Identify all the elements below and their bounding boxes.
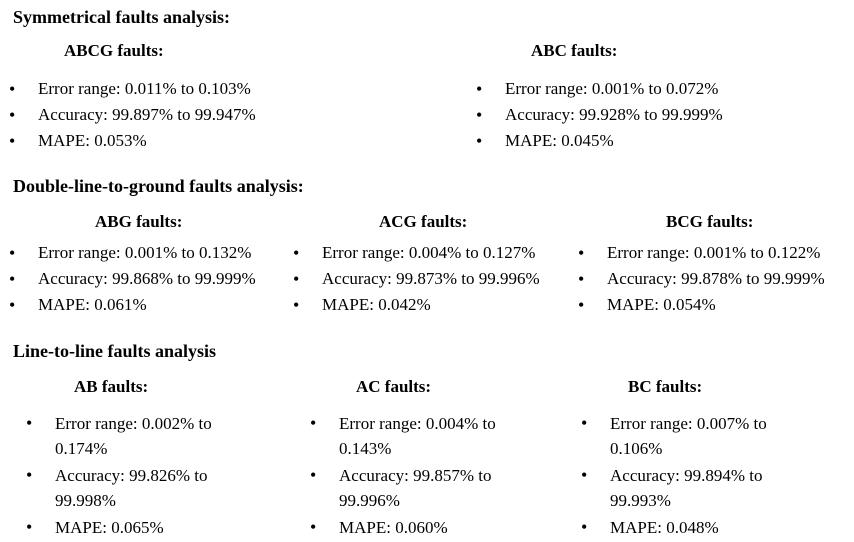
list-ab-faults bbox=[55, 411, 245, 542]
section-title-symmetrical: Symmetrical faults analysis: bbox=[13, 7, 230, 27]
list-item: • MAPE: 0.060% bbox=[339, 515, 529, 540]
list-acg-faults bbox=[322, 240, 540, 318]
list-item: • Error range: 0.001% to 0.132% bbox=[38, 240, 256, 266]
list-item: • Error range: 0.001% to 0.072% bbox=[505, 76, 723, 102]
list-bc-faults bbox=[610, 411, 800, 542]
list-item: • MAPE: 0.045% bbox=[505, 128, 723, 154]
list-item: • MAPE: 0.065% bbox=[55, 515, 245, 540]
list-item: • Error range: 0.011% to 0.103% bbox=[38, 76, 256, 102]
list-item: • Accuracy: 99.878% to 99.999% bbox=[607, 266, 825, 292]
heading-ac-faults: AC faults: bbox=[356, 377, 432, 396]
list-item: • Error range: 0.001% to 0.122% bbox=[607, 240, 825, 266]
list-item: • MAPE: 0.053% bbox=[38, 128, 256, 154]
list-item: • MAPE: 0.054% bbox=[607, 292, 825, 318]
list-item: • Accuracy: 99.873% to 99.996% bbox=[322, 266, 540, 292]
heading-bc-faults: BC faults: bbox=[628, 377, 703, 396]
list-item: • MAPE: 0.042% bbox=[322, 292, 540, 318]
list-item: • Accuracy: 99.928% to 99.999% bbox=[505, 102, 723, 128]
list-item: • Accuracy: 99.857% to 99.996% bbox=[339, 463, 529, 513]
list-abc-faults bbox=[505, 76, 723, 154]
heading-bcg-faults: BCG faults: bbox=[666, 212, 754, 231]
list-item: • Error range: 0.007% to 0.106% bbox=[610, 411, 800, 461]
section-title-double-line-to-ground: Double-line-to-ground faults analysis: bbox=[13, 176, 304, 196]
list-abcg-faults bbox=[38, 76, 256, 154]
list-item: • Accuracy: 99.868% to 99.999% bbox=[38, 266, 256, 292]
heading-abcg-faults: ABCG faults: bbox=[64, 41, 164, 60]
list-ac-faults bbox=[339, 411, 529, 542]
heading-abg-faults: ABG faults: bbox=[95, 212, 183, 231]
list-item: • MAPE: 0.061% bbox=[38, 292, 256, 318]
heading-ab-faults: AB faults: bbox=[74, 377, 149, 396]
list-item: • Error range: 0.004% to 0.127% bbox=[322, 240, 540, 266]
list-abg-faults bbox=[38, 240, 256, 318]
section-title-line-to-line: Line-to-line faults analysis bbox=[13, 341, 217, 361]
list-item: • Accuracy: 99.897% to 99.947% bbox=[38, 102, 256, 128]
list-item: • Error range: 0.004% to 0.143% bbox=[339, 411, 529, 461]
list-item: • Accuracy: 99.894% to 99.993% bbox=[610, 463, 800, 513]
list-item: • Accuracy: 99.826% to 99.998% bbox=[55, 463, 245, 513]
list-bcg-faults bbox=[607, 240, 825, 318]
heading-abc-faults: ABC faults: bbox=[531, 41, 618, 60]
list-item: • MAPE: 0.048% bbox=[610, 515, 800, 540]
list-item: • Error range: 0.002% to 0.174% bbox=[55, 411, 245, 461]
heading-acg-faults: ACG faults: bbox=[379, 212, 468, 231]
